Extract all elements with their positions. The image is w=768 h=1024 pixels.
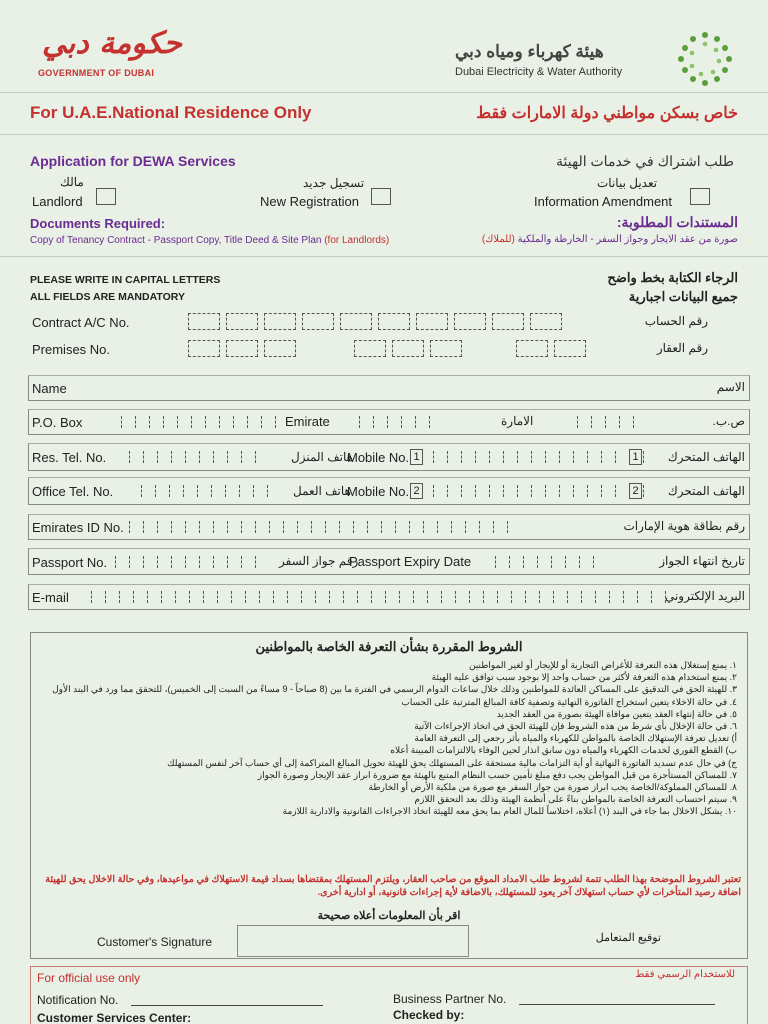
mobile-1-number: 1 [410, 449, 423, 465]
documents-list-text-arabic: صورة من عقد الايجار وجواز السفر - الخارطة والملكية [517, 234, 738, 245]
premises-digit-box[interactable] [264, 340, 296, 357]
new-registration-label-arabic: تسجيل جديد [303, 176, 365, 190]
pobox-emirate-field[interactable] [28, 409, 750, 435]
customer-services-center-label: Customer Services Center: [37, 1011, 192, 1024]
terms-item: ٣. للهيئة الحق في التدقيق على المساكن العائدة للمواطنين وذلك خلال ساعات الدوام الرسمي في الفترة ما بين (8 صباحاً - 9 مساءً من السبت إلى الخميس)، للتحقق مما ورد في البند الأول [52, 684, 737, 695]
clear-writing-instruction-arabic: الرجاء الكتابة بخط واضح [607, 270, 738, 285]
mobile-1-input[interactable] [433, 451, 645, 463]
terms-item: ب) القطع الفوري لخدمات الكهرباء والمياه دون سابق انذار لحين الوفاء بالالتزامات المبينة أعلاه [390, 745, 737, 756]
contract-account-digit-box[interactable] [264, 313, 296, 330]
terms-list [47, 659, 737, 818]
emirate-input[interactable] [359, 416, 431, 428]
documents-list-text: Copy of Tenancy Contract - Passport Copy, Title Deed & Site Plan [30, 235, 325, 246]
capital-letters-instruction: PLEASE WRITE IN CAPITAL LETTERS [30, 274, 221, 286]
terms-title: الشروط المقررة بشأن التعرفة الخاصة بالمواطنين [255, 639, 523, 654]
premises-digit-box[interactable] [516, 340, 548, 357]
contract-account-digit-box[interactable] [416, 313, 448, 330]
passport-number-label-arabic: رقم جواز السفر [279, 554, 359, 568]
emirate-label-arabic: الامارة [501, 414, 534, 428]
documents-required-heading: Documents Required: [30, 216, 166, 231]
terms-red-note: تعتبر الشروط الموضحة بهذا الطلب تتمة لشروط طلب الامداد الموقع من صاحب العقار، ويلتزم المستهلك بمقتضاها بسداد قيمة الاستهلاك في مواعيدها، وفي حالة الاخلال يحق للهيئة اضافة رصيد المتأخرات لأي حساب استهلاك آخر يعود للمستهلك، بالاضافة لأية إجراءات قانونية، أو ادارية أخرى. [45, 874, 741, 898]
terms-item: ٩. سيتم احتساب التعرفة الخاصة بالمواطن بناءً على أنظمة الهيئة وذلك بعد التحقق اللازم [414, 794, 737, 805]
terms-item: ٢. يمنع استخدام هذه التعرفة لأكثر من حساب واحد إلا بوجود سبب توافق عليه الهيئة [431, 672, 737, 683]
dewa-name-english: Dubai Electricity & Water Authority [455, 66, 623, 78]
emirate-label: Emirate [285, 414, 330, 429]
emirates-id-label-arabic: رقم بطاقة هوية الإمارات [623, 519, 745, 533]
office-tel-label-arabic: هاتف العمل [293, 484, 351, 498]
email-input[interactable] [91, 591, 667, 603]
email-field[interactable] [28, 584, 750, 610]
terms-item: ج) في حال عدم تسديد الفاتورة النهائية أو أية التزامات مالية مستحقة على المستهلك يحق للهيئة تحويل المبالغ المتراكمة إلى أي حساب آخر لنفس المستهلك [167, 757, 737, 768]
dewa-name-arabic: هيئة كهرباء ومياه دبي [455, 42, 604, 61]
notification-number-label: Notification No. [37, 993, 119, 1007]
office-tel-field[interactable] [28, 477, 750, 505]
mobile-2-input[interactable] [433, 485, 645, 497]
emirates-id-input[interactable] [129, 521, 509, 533]
contract-account-digit-box[interactable] [530, 313, 562, 330]
mandatory-fields-instruction-arabic: جميع البيانات اجبارية [628, 289, 738, 304]
documents-required-list-arabic [482, 234, 738, 245]
premises-digit-box[interactable] [554, 340, 586, 357]
res-tel-label: Res. Tel. No. [32, 450, 107, 465]
contract-account-digit-box[interactable] [492, 313, 524, 330]
office-tel-input[interactable] [141, 485, 269, 497]
premises-digit-box[interactable] [226, 340, 258, 357]
official-use-label-arabic: للاستخدام الرسمي فقط [635, 969, 735, 980]
passport-number-input[interactable] [115, 556, 257, 568]
contract-account-label: Contract A/C No. [32, 315, 130, 330]
terms-item: ٥. في حالة إنتهاء العقد يتعين موافاة الهيئة بصورة من العقد الجديد [496, 708, 737, 719]
information-amendment-label: Information Amendment [534, 194, 673, 209]
terms-item: ١. يمنع إستغلال هذه التعرفة للأغراض التجارية أو للإيجار أو لغير المواطنين [468, 660, 737, 670]
contract-account-digit-box[interactable] [188, 313, 220, 330]
notification-number-line[interactable] [131, 1005, 323, 1006]
mobile-1-number-arabic: 1 [629, 449, 642, 465]
res-tel-label-arabic: هاتف المنزل [291, 450, 353, 464]
mobile-2-label: Mobile No. [347, 484, 410, 499]
landlord-label: Landlord [32, 194, 83, 209]
emirate-ticks-2 [577, 416, 635, 428]
contract-account-digit-box[interactable] [378, 313, 410, 330]
mobile-1-label-arabic: الهاتف المتحرك [667, 450, 745, 464]
dewa-logo-icon [676, 30, 734, 88]
customer-signature-box[interactable] [237, 925, 469, 957]
terms-item: ٨. للمساكن المملوكة/الخاصة يجب ابراز صورة من جواز السفر مع صورة من ملكية الأرض أو الخارطة [368, 782, 737, 793]
terms-and-conditions-box [30, 632, 748, 959]
business-partner-line[interactable] [519, 1004, 715, 1005]
pobox-input[interactable] [121, 416, 277, 428]
documents-divider [0, 256, 768, 257]
contract-account-digit-box[interactable] [454, 313, 486, 330]
official-use-label: For official use only [37, 971, 141, 985]
email-label: E-mail [32, 590, 69, 605]
emirates-id-field[interactable] [28, 514, 750, 540]
form-title-arabic: خاص بسكن مواطني دولة الامارات فقط [476, 105, 738, 122]
official-use-section [30, 966, 748, 1024]
pobox-label-arabic: ص.ب. [712, 414, 745, 428]
premises-number-input[interactable] [188, 340, 586, 357]
government-of-dubai-logo-text: GOVERNMENT OF DUBAI [38, 68, 155, 78]
mobile-2-number-arabic: 2 [629, 483, 642, 499]
new-registration-label: New Registration [260, 194, 359, 209]
checked-by-label: Checked by: [393, 1008, 465, 1022]
contract-account-digit-box[interactable] [340, 313, 372, 330]
contract-account-label-arabic: رقم الحساب [644, 314, 708, 328]
header-divider [0, 92, 768, 93]
mobile-1-label: Mobile No. [347, 450, 410, 465]
name-label-arabic: الاسم [716, 380, 745, 394]
landlord-label-arabic: مالك [60, 175, 84, 189]
landlord-checkbox[interactable] [96, 188, 116, 205]
terms-item: ٤. في حالة الاخلاء يتعين استخراج الفاتورة النهائية وتصفية كافة المبالغ المترتبة على الحساب [401, 696, 737, 707]
information-amendment-checkbox[interactable] [690, 188, 710, 205]
information-confirmation: اقر بأن المعلومات أعلاه صحيحة [317, 910, 461, 922]
documents-required-heading-arabic: المستندات المطلوبة: [616, 214, 738, 230]
terms-item: ١٠. يشكل الاخلال بما جاء في البند (١) أعلاه، اختلاساً للمال العام بما يحق معه للهيئة اتخاذ الاجراءات القانونية والادارية اللازمة [282, 806, 737, 817]
passport-expiry-label: Passport Expiry Date [349, 554, 472, 569]
contract-account-input[interactable] [188, 313, 562, 330]
email-label-arabic: البريد الإلكتروني [664, 589, 745, 603]
application-heading-arabic: طلب اشتراك في خدمات الهيئة [556, 153, 734, 169]
premises-number-label: Premises No. [32, 342, 111, 357]
premises-number-label-arabic: رقم العقار [656, 341, 708, 355]
premises-digit-box[interactable] [354, 340, 386, 357]
terms-item: ٧. للمساكن المستأجرة من قبل المواطن يجب دفع مبلغ تأمين حسب النظام المتبع بالهيئة مع ضرورة ابراز عقد الإيجار وصورة الجواز [257, 769, 737, 780]
passport-number-label: Passport No. [32, 555, 108, 570]
form-title-english: For U.A.E.National Residence Only [30, 103, 312, 122]
premises-digit-box[interactable] [430, 340, 462, 357]
customer-signature-label-arabic: توقيع المتعامل [595, 932, 661, 944]
passport-expiry-input[interactable] [495, 556, 595, 568]
business-partner-label: Business Partner No. [393, 992, 507, 1006]
emirates-id-label: Emirates ID No. [32, 520, 124, 535]
passport-expiry-label-arabic: تاريخ انتهاء الجواز [659, 554, 745, 568]
pobox-label: P.O. Box [32, 415, 83, 430]
customer-signature-label: Customer's Signature [97, 935, 213, 949]
application-heading-english: Application for DEWA Services [30, 153, 236, 169]
contract-account-digit-box[interactable] [226, 313, 258, 330]
information-amendment-label-arabic: تعديل بيانات [597, 176, 658, 190]
res-tel-input[interactable] [129, 451, 257, 463]
premises-digit-box[interactable] [188, 340, 220, 357]
name-field[interactable] [28, 375, 750, 401]
premises-digit-box[interactable] [392, 340, 424, 357]
mandatory-fields-instruction: ALL FIELDS ARE MANDATORY [30, 291, 185, 303]
passport-field[interactable] [28, 548, 750, 575]
contract-account-digit-box[interactable] [302, 313, 334, 330]
terms-item: ٦. في حالة الإخلال بأي شرط من هذه الشروط فإن للهيئة الحق في اتخاذ الإجراءات الآتية [414, 721, 737, 732]
documents-list-landlord-note-arabic: (للملاك) [481, 234, 515, 245]
mobile-2-number: 2 [410, 483, 423, 499]
government-of-dubai-logo-arabic: حكومة دبي [42, 26, 182, 61]
new-registration-checkbox[interactable] [371, 188, 391, 205]
office-tel-label: Office Tel. No. [32, 484, 114, 499]
documents-required-list [30, 235, 389, 246]
documents-list-landlord-note: (for Landlords) [324, 235, 390, 246]
name-label: Name [32, 381, 67, 396]
mobile-2-label-arabic: الهاتف المتحرك [667, 484, 745, 498]
title-divider [0, 134, 768, 135]
terms-item: أ) تعديل تعرفة الإستهلاك الخاصة بالمواطن للكهرباء والمياه بأثر رجعي إلى التعرفة العامة [414, 733, 737, 744]
res-tel-field[interactable] [28, 443, 750, 471]
